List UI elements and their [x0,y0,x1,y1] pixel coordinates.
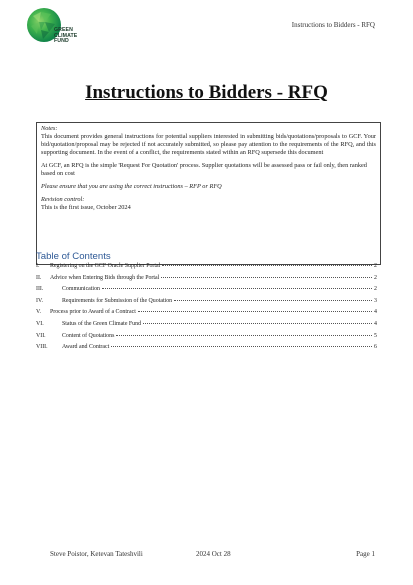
notes-paragraph: At GCF, an RFQ is the simple 'Request For Quotation' process. Supplier quotations will be assessed pass or fail only, then ranked based on cost [41,162,367,177]
toc-title: Advice when Entering Bids through the Portal [50,274,160,281]
toc-leader [102,288,372,289]
toc-page: 2 [374,274,377,281]
toc-page: 4 [374,309,377,316]
toc-entry[interactable] [36,333,377,345]
toc-number: IV. [36,297,43,304]
toc-leader [111,346,372,347]
toc-title: Award and Contract [62,344,110,351]
notes-label: Notes: [41,125,58,132]
toc-entry[interactable] [36,344,377,356]
footer-authors: Steve Poistor, Ketevan Tateshvili [50,550,143,558]
toc-title: Requirements for Submission of the Quotation [62,297,173,304]
notes-paragraph: Please ensure that you are using the correct instructions – RFP or RFQ [41,183,222,190]
toc-number: VIII. [36,344,48,351]
toc-heading: Table of Contents [36,251,111,262]
notes-box [36,122,381,265]
toc-title: Status of the Green Climate Fund [62,320,142,327]
toc-number: I. [36,263,40,269]
toc-page: 5 [374,332,377,339]
logo-line: FUND [54,38,69,45]
toc-entry[interactable] [36,263,377,275]
gcf-logo [27,8,97,53]
toc-entry[interactable] [36,321,377,333]
revision-label: Revision control: [41,196,85,203]
toc-page: 2 [374,263,377,269]
toc-entry[interactable] [36,309,377,321]
toc-entry[interactable] [36,275,377,287]
toc-number: V. [36,309,41,316]
toc-leader [162,265,372,266]
toc-title: Registering on the GCF Oracle Supplier Portal [50,263,161,269]
toc-entry[interactable] [36,286,377,298]
footer-page-number: Page 1 [356,550,375,558]
toc-number: II. [36,274,42,281]
logo-line: CLIMATE [54,32,78,39]
toc-leader [138,311,372,312]
table-of-contents [36,263,377,356]
toc-page: 2 [374,286,377,293]
toc-title: Process prior to Award of a Contract [50,309,136,316]
toc-title: Communication [62,286,100,293]
toc-leader [116,335,372,336]
toc-page: 3 [374,297,377,304]
notes-paragraph: This document provides general instructions for potential suppliers interested in submitting bids/quotations/proposals to GCF. Your bid/quotation/proposal may be rejected if not accurately submitted, so please pay attention to the requirements of the RFQ, and this supporting document. In the event of a conflict, the requirements stated within an RFQ supersede this document [41,133,376,156]
toc-number: VI. [36,320,44,327]
toc-entry[interactable] [36,298,377,310]
toc-leader [143,323,372,324]
toc-leader [174,300,372,301]
toc-number: III. [36,286,44,293]
toc-title: Content of Quotations [62,332,115,339]
document-title: Instructions to Bidders - RFQ [85,82,328,103]
revision-text: This is the first issue, October 2024 [41,204,131,211]
toc-page: 4 [374,320,377,327]
logo-line: GREEN [54,27,73,33]
toc-number: VII. [36,332,46,339]
running-header: Instructions to Bidders - RFQ [291,21,375,29]
toc-leader [161,277,372,278]
logo-wordmark [54,28,99,45]
footer-date: 2024 Oct 28 [196,550,231,558]
toc-page: 6 [374,344,377,351]
